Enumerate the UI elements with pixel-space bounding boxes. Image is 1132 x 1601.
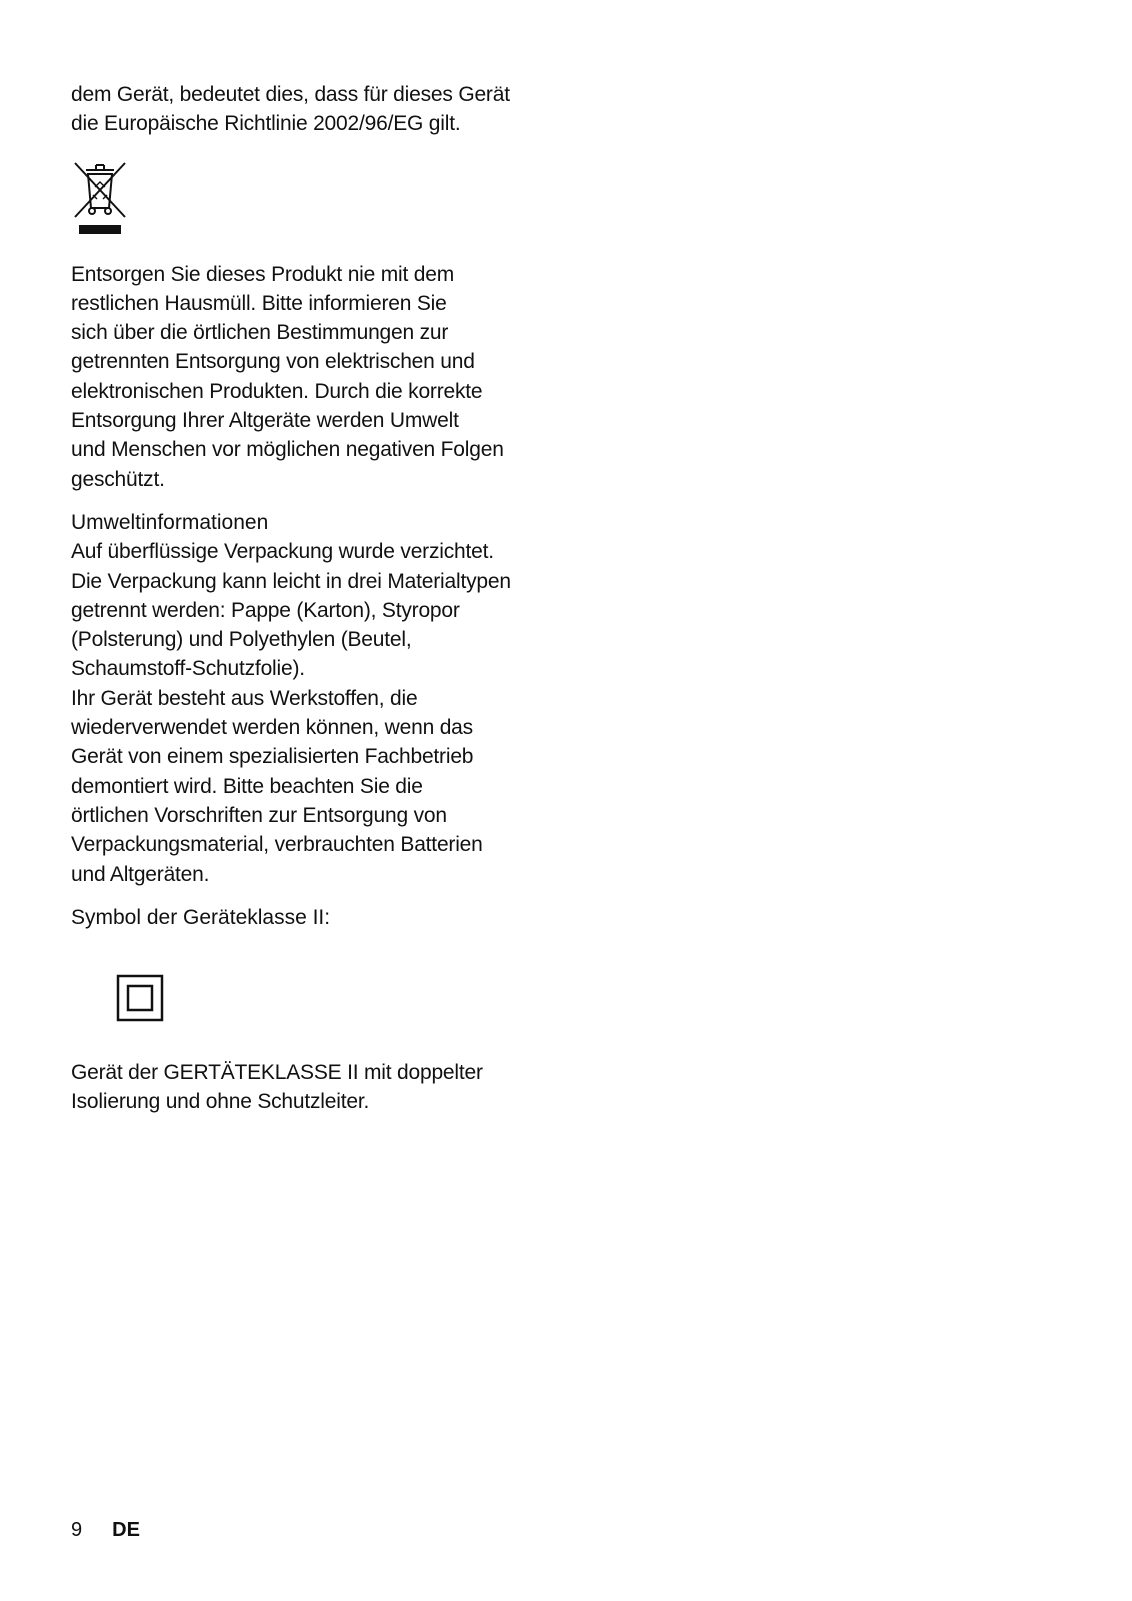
language-code: DE: [112, 1519, 140, 1541]
environment-heading: Umweltinformationen: [71, 510, 269, 534]
crossed-out-wheeled-bin-icon: [72, 161, 128, 237]
disposal-paragraph: Entsorgen Sie dieses Produkt nie mit dem restlichen Hausmüll. Bitte informieren Sie sich über die örtlichen Bestimmungen zur getrennten Entsorgung von elektrischen und elektronischen Produkten. Durch die korrekte Entsorgung Ihrer Altgeräte werden Umwelt und Menschen vor möglichen negativen Folgen geschützt.: [71, 262, 504, 491]
page-number: 9: [71, 1519, 83, 1541]
intro-paragraph: dem Gerät, bedeutet dies, dass für dieses Gerät die Europäische Richtlinie 2002/96/EG gilt.: [71, 83, 510, 136]
environment-paragraph: Auf überflüssige Verpackung wurde verzichtet. Die Verpackung kann leicht in drei Materialtypen getrennt werden: Pappe (Karton), Styropor (Polsterung) und Polyethylen (Beutel, Schaumstoff-Schutzfolie). Ihr Gerät besteht aus Werkstoffen, die wiederverwendet werden können, wenn das Gerät von einem spezialisierten Fachbetrieb demontiert wird. Bitte beachten Sie die örtlichen Vorschriften zur Entsorgung von Verpackungsmaterial, verbrauchten Batterien und Altgeräten.: [71, 540, 511, 886]
page-content: [71, 80, 541, 1117]
page-footer: [71, 1518, 140, 1542]
class2-paragraph: Gerät der GERTÄTEKLASSE II mit doppelter Isolierung und ohne Schutzleiter.: [71, 1061, 483, 1114]
double-square-class-ii-icon: [116, 974, 164, 1022]
class2-heading: Symbol der Geräteklasse II:: [71, 905, 331, 929]
